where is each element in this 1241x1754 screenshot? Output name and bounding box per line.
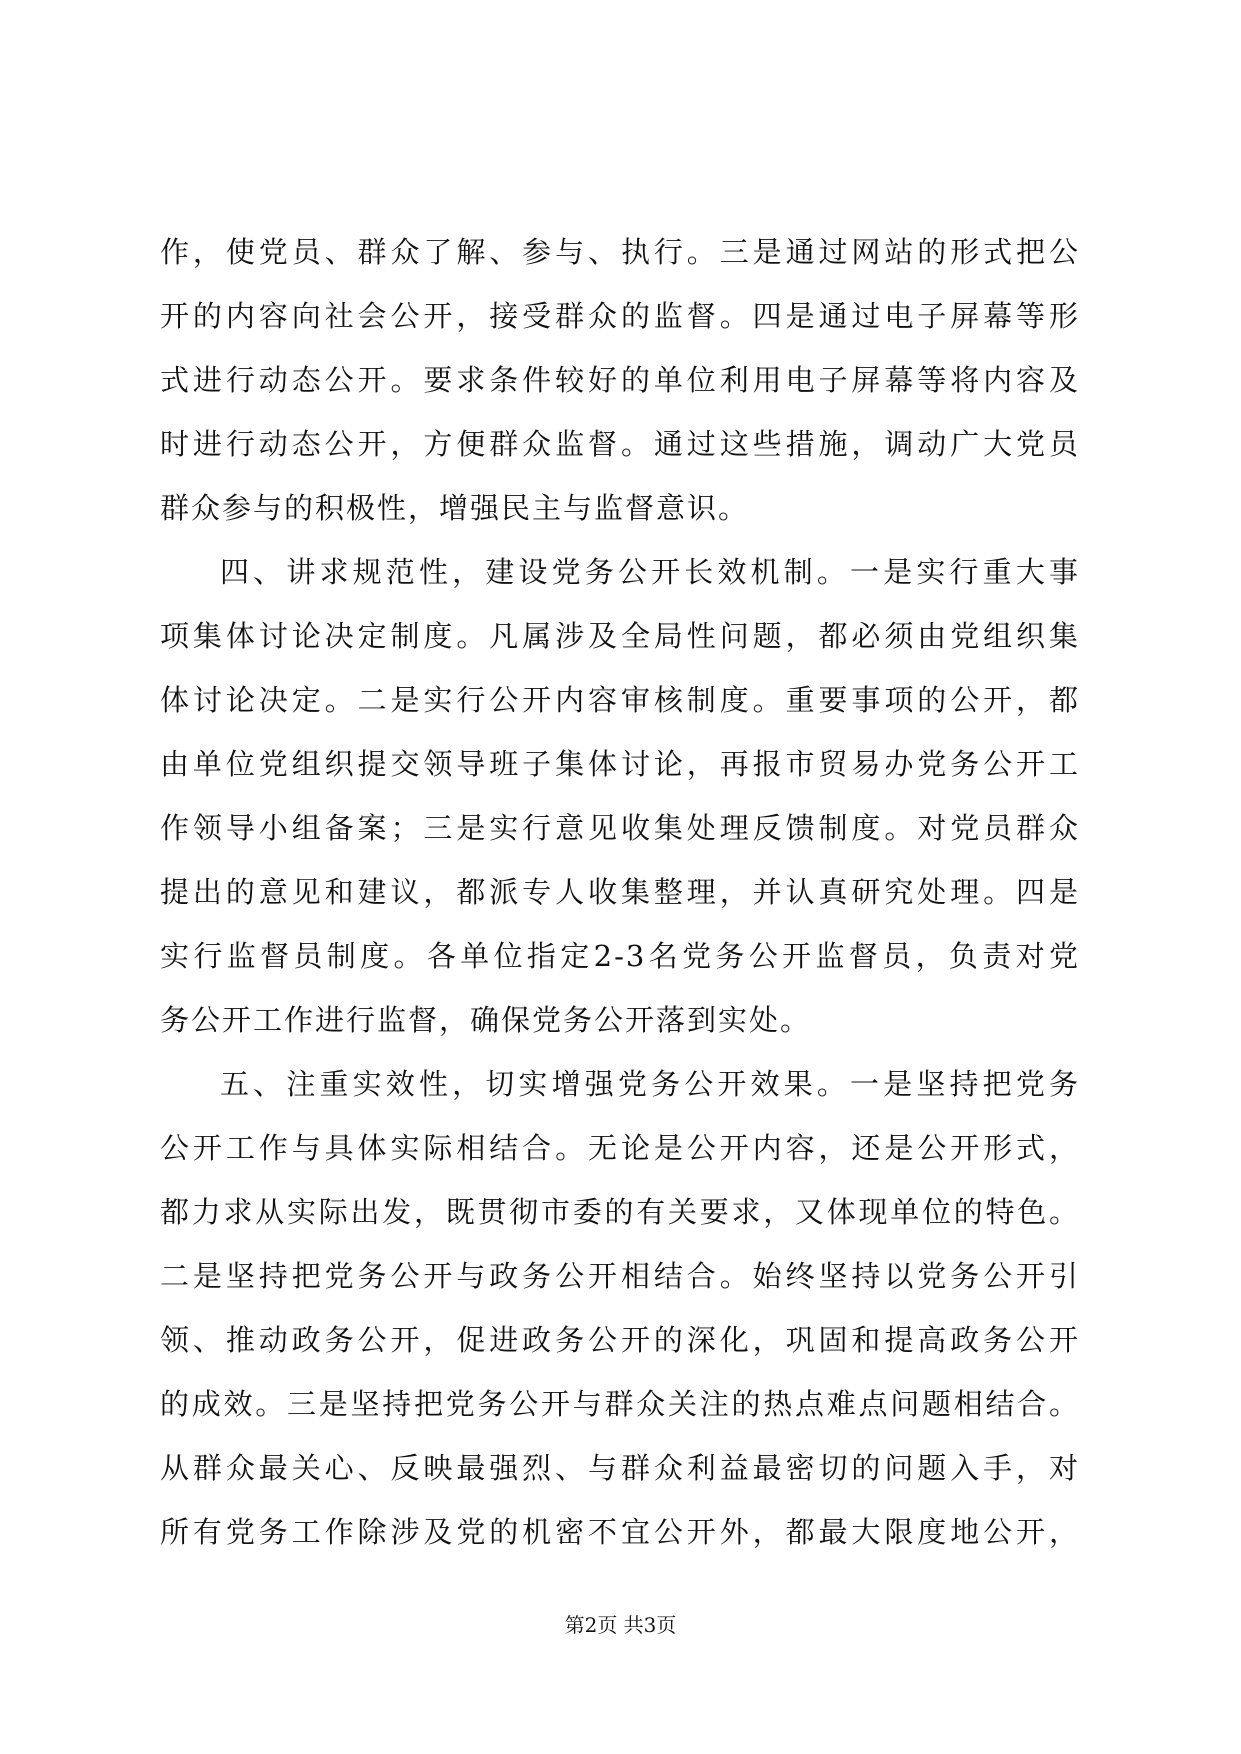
text-line: 的成效。三是坚持把党务公开与群众关注的热点难点问题相结合。 (160, 1387, 1080, 1421)
text-line: 作领导小组备案；三是实行意见收集处理反馈制度。对党员群众 (160, 811, 1080, 845)
text-line: 公开工作与具体实际相结合。无论是公开内容，还是公开形式， (160, 1131, 1080, 1165)
text-line: 所有党务工作除涉及党的机密不宜公开外，都最大限度地公开， (160, 1515, 1080, 1549)
text-line: 开的内容向社会公开，接受群众的监督。四是通过电子屏幕等形 (160, 299, 1080, 333)
text-line: 作，使党员、群众了解、参与、执行。三是通过网站的形式把公 (160, 235, 1080, 269)
text-line: 实行监督员制度。各单位指定2-3名党务公开监督员，负责对党 (160, 939, 1080, 973)
text-line: 二是坚持把党务公开与政务公开相结合。始终坚持以党务公开引 (160, 1259, 1080, 1293)
text-line: 五、注重实效性，切实增强党务公开效果。一是坚持把党务 (220, 1067, 1080, 1101)
text-line: 都力求从实际出发，既贯彻市委的有关要求，又体现单位的特色。 (160, 1195, 1080, 1229)
text-line: 提出的意见和建议，都派专人收集整理，并认真研究处理。四是 (160, 875, 1080, 909)
text-line: 式进行动态公开。要求条件较好的单位利用电子屏幕等将内容及 (160, 363, 1080, 397)
text-line: 群众参与的积极性，增强民主与监督意识。 (160, 491, 750, 525)
text-line: 务公开工作进行监督，确保党务公开落到实处。 (160, 1003, 812, 1037)
body-text (160, 220, 1080, 1564)
page-footer: 第2页 共3页 (564, 1613, 677, 1637)
text-line: 由单位党组织提交领导班子集体讨论，再报市贸易办党务公开工 (160, 747, 1080, 781)
text-line: 项集体讨论决定制度。凡属涉及全局性问题，都必须由党组织集 (160, 619, 1080, 653)
text-line: 从群众最关心、反映最强烈、与群众利益最密切的问题入手，对 (160, 1451, 1080, 1485)
text-line: 时进行动态公开，方便群众监督。通过这些措施，调动广大党员 (160, 427, 1080, 461)
text-line: 四、讲求规范性，建设党务公开长效机制。一是实行重大事 (220, 555, 1080, 589)
text-line: 体讨论决定。二是实行公开内容审核制度。重要事项的公开，都 (160, 683, 1080, 717)
text-line: 领、推动政务公开，促进政务公开的深化，巩固和提高政务公开 (160, 1323, 1080, 1357)
